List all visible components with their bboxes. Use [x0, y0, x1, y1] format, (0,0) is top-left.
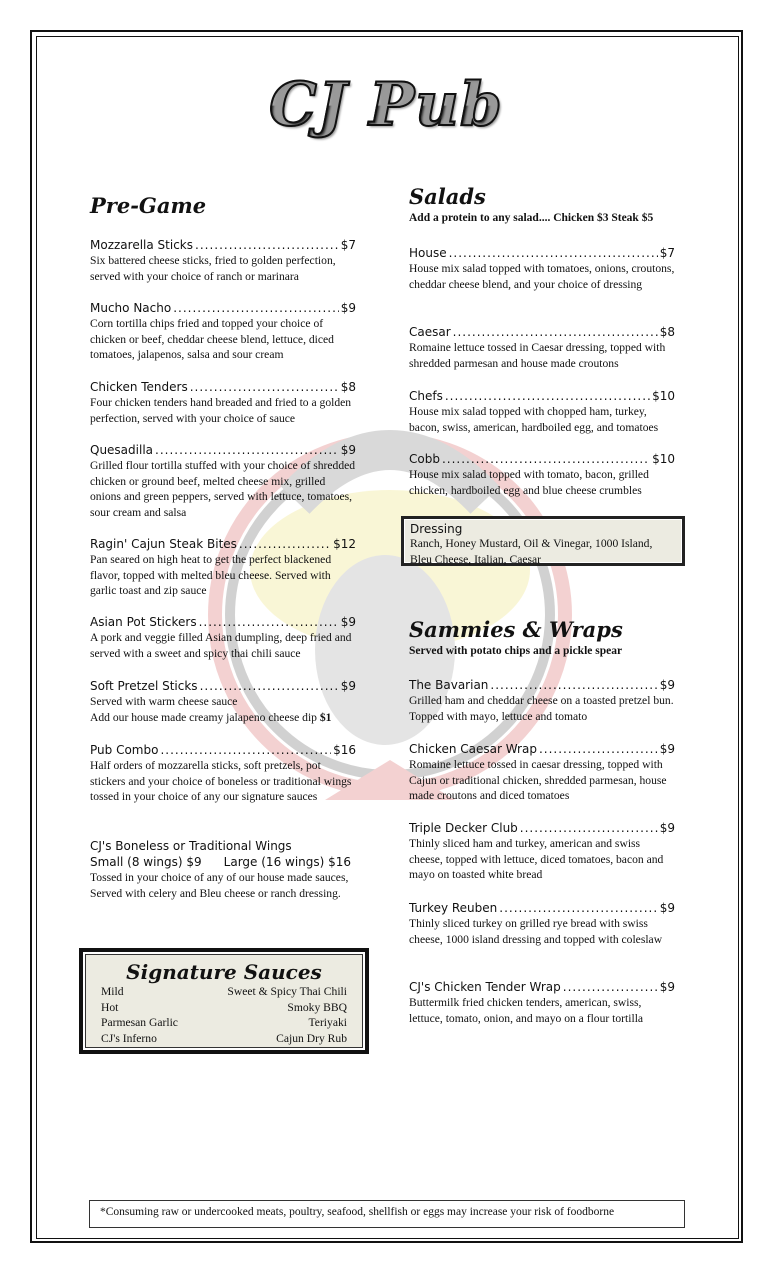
item-name-row — [409, 389, 675, 404]
menu-item — [409, 742, 675, 804]
dot-leader — [442, 452, 650, 467]
dot-leader — [499, 901, 657, 916]
dot-leader — [453, 325, 658, 340]
food-safety-disclaimer: *Consuming raw or undercooked meats, poultry, seafood, shellfish or eggs may increase your risk of foodborne — [89, 1200, 685, 1228]
item-addon — [90, 710, 356, 726]
dot-leader — [195, 238, 339, 253]
menu-item — [90, 443, 356, 520]
menu-item — [409, 452, 675, 498]
item-description: House mix salad topped with tomato, bacon, grilled chicken, hardboiled egg and blue cheese crumbles — [409, 468, 649, 497]
dot-leader — [520, 821, 658, 836]
salads-subtitle: Add a protein to any salad.... Chicken $3 Steak $5 — [409, 212, 654, 224]
dot-leader — [539, 742, 658, 757]
item-price: $9 — [659, 742, 675, 756]
menu-item — [90, 679, 356, 725]
sauce-item: Mild — [101, 985, 124, 998]
dot-leader — [490, 678, 657, 693]
salads-heading: Salads — [409, 184, 486, 209]
item-name-row — [409, 325, 675, 340]
item-price: $8 — [340, 380, 356, 394]
sauce-item: Smoky BBQ — [287, 1000, 347, 1014]
sauce-item: Teriyaki — [308, 1016, 347, 1029]
item-name: Triple Decker Club — [409, 821, 518, 835]
addon-text: Add our house made creamy jalapeno cheese dip — [90, 710, 317, 724]
item-name-row — [90, 743, 356, 758]
item-description: A pork and veggie filled Asian dumpling, deep fried and served with a sweet and spicy thai chili sauce — [90, 631, 352, 660]
item-name: Turkey Reuben — [409, 901, 498, 915]
dressing-list: Ranch, Honey Mustard, Oil & Vinegar, 1000 Island, Bleu Cheese, Italian, Caesar — [410, 537, 653, 566]
item-price: $9 — [659, 980, 675, 994]
item-price: $7 — [340, 238, 356, 252]
item-name: CJ's Chicken Tender Wrap — [409, 980, 561, 994]
menu-item — [90, 380, 356, 426]
item-description: Served with warm cheese sauce — [90, 695, 238, 708]
dot-leader — [445, 389, 650, 404]
item-name-row — [90, 615, 356, 630]
item-price: $9 — [340, 615, 356, 629]
menu-item — [409, 678, 675, 724]
dot-leader — [199, 615, 339, 630]
sauce-item: Cajun Dry Rub — [276, 1031, 347, 1045]
dot-leader — [563, 980, 658, 995]
sauces-heading: Signature Sauces — [126, 960, 322, 984]
signature-sauces-box — [79, 948, 369, 1054]
item-name: Chicken Tenders — [90, 380, 188, 394]
sauce-item: Parmesan Garlic — [101, 1016, 178, 1029]
sauce-item: Hot — [101, 1000, 119, 1014]
menu-item — [90, 238, 356, 284]
menu-item — [90, 301, 356, 363]
wings-item — [90, 839, 356, 901]
item-price: $16 — [333, 743, 356, 757]
item-name-row — [409, 742, 675, 757]
menu-item — [409, 246, 675, 292]
item-name: Pub Combo — [90, 743, 159, 757]
item-price: $9 — [659, 678, 675, 692]
wings-small-price: Small (8 wings) $9 — [90, 855, 202, 869]
dressing-title: Dressing — [410, 522, 463, 536]
item-price: $9 — [340, 443, 356, 457]
item-name: Cobb — [409, 452, 440, 466]
dot-leader — [160, 743, 331, 758]
item-description: Half orders of mozzarella sticks, soft pretzels, pot stickers and your choice of boneless or traditional wings tossed in your choice of any our signature sauces — [90, 759, 352, 804]
restaurant-title: CJ Pub — [0, 70, 772, 140]
item-price: $12 — [333, 537, 356, 551]
dot-leader — [173, 301, 339, 316]
item-price: $8 — [659, 325, 675, 339]
item-description: Grilled ham and cheddar cheese on a toasted pretzel bun. Topped with mayo, lettuce and tomato — [409, 694, 674, 723]
item-price: $9 — [659, 901, 675, 915]
menu-item — [90, 743, 356, 805]
item-description: Thinly sliced ham and turkey, american and swiss cheese, topped with lettuce, diced tomatoes, bacon and mayo on toasted white bread — [409, 837, 664, 882]
item-name-row — [90, 301, 356, 316]
addon-price: $1 — [319, 710, 332, 724]
menu-item — [409, 980, 675, 1026]
item-name: House — [409, 246, 447, 260]
item-price: $10 — [652, 452, 675, 466]
item-name: The Bavarian — [409, 678, 489, 692]
sammies-heading: Sammies & Wraps — [409, 617, 623, 642]
dressing-box — [401, 516, 685, 566]
item-price: $9 — [659, 821, 675, 835]
item-name-row — [409, 821, 675, 836]
item-name-row — [90, 443, 356, 458]
item-description: Corn tortilla chips fried and topped your choice of chicken or beef, cheddar cheese blend, lettuce, diced tomatoes, jalapenos, salsa and sour cream — [90, 317, 334, 362]
menu-item — [409, 389, 675, 435]
item-description: House mix salad topped with chopped ham, turkey, bacon, swiss, american, hardboiled egg, and tomatoes — [409, 405, 659, 434]
menu-item — [409, 325, 675, 371]
item-name: Mucho Nacho — [90, 301, 172, 315]
item-name: Asian Pot Stickers — [90, 615, 197, 629]
item-description: Romaine lettuce tossed in Caesar dressing, topped with shredded parmesan and house made croutons — [409, 341, 666, 370]
wing-sizes — [90, 854, 356, 870]
item-name-row — [90, 679, 356, 694]
item-name: Soft Pretzel Sticks — [90, 679, 198, 693]
item-name-row — [409, 980, 675, 995]
item-description: Tossed in your choice of any of our house made sauces, Served with celery and Bleu cheese or ranch dressing. — [90, 871, 349, 900]
item-price: $9 — [340, 679, 356, 693]
menu-item — [90, 537, 356, 599]
dot-leader — [239, 537, 331, 552]
dot-leader — [200, 679, 339, 694]
menu-item — [90, 615, 356, 661]
item-price: $10 — [652, 389, 675, 403]
sauce-item: Sweet & Spicy Thai Chili — [227, 985, 347, 998]
sauce-item: CJ's Inferno — [101, 1031, 157, 1045]
item-description: Six battered cheese sticks, fried to golden perfection, served with your choice of ranch or marinara — [90, 254, 336, 283]
item-description: Grilled flour tortilla stuffed with your choice of shredded chicken or ground beef, melted cheese mix, grilled onions and green peppers, served with lettuce, tomatoes, sour cream and salsa — [90, 459, 356, 519]
menu-item — [409, 901, 675, 947]
item-price: $9 — [340, 301, 356, 315]
item-name-row — [409, 246, 675, 261]
dot-leader — [190, 380, 339, 395]
sauces-list — [101, 984, 347, 1046]
item-description: Romaine lettuce tossed in caesar dressing, topped with Cajun or traditional chicken, shredded parmesan, house made croutons and diced tomatoes — [409, 758, 667, 803]
item-name: Quesadilla — [90, 443, 154, 457]
item-description: Buttermilk fried chicken tenders, american, swiss, lettuce, tomato, onion, and mayo on a flour tortilla — [409, 996, 644, 1025]
item-name-row — [90, 238, 356, 253]
menu-item — [409, 821, 675, 883]
item-name: Ragin' Cajun Steak Bites — [90, 537, 237, 551]
item-name-row — [409, 678, 675, 693]
item-name-row — [90, 537, 356, 552]
item-description: House mix salad topped with tomatoes, onions, croutons, cheddar cheese blend, and your choice of dressing — [409, 262, 675, 291]
item-name: Caesar — [409, 325, 451, 339]
sammies-subtitle: Served with potato chips and a pickle spear — [409, 645, 623, 657]
item-name-row — [90, 380, 356, 395]
item-description: Pan seared on high heat to get the perfect blackened flavor, topped with melted bleu cheese. Served with garlic toast and zip sauce — [90, 553, 332, 598]
item-price: $7 — [659, 246, 675, 260]
item-name: CJ's Boneless or Traditional Wings — [90, 839, 292, 853]
pregame-heading: Pre-Game — [90, 193, 207, 218]
dot-leader — [155, 443, 339, 458]
dot-leader — [449, 246, 658, 261]
item-name-row — [409, 901, 675, 916]
item-name-row — [409, 452, 675, 467]
item-description: Four chicken tenders hand breaded and fried to a golden perfection, served with your choice of sauce — [90, 396, 352, 425]
item-name: Mozzarella Sticks — [90, 238, 193, 252]
item-description: Thinly sliced turkey on grilled rye bread with swiss cheese, 1000 island dressing and topped with coleslaw — [409, 917, 663, 946]
wings-large-price: Large (16 wings) $16 — [223, 855, 352, 869]
item-name: Chefs — [409, 389, 443, 403]
item-name: Chicken Caesar Wrap — [409, 742, 537, 756]
